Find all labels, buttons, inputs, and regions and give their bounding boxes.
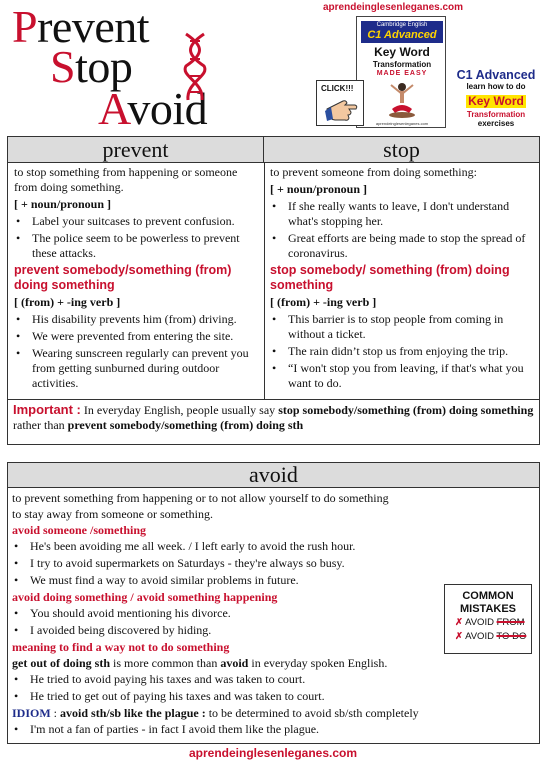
list-item: • Great efforts are being made to stop the spread of coronavirus. bbox=[270, 231, 535, 261]
stop-column bbox=[270, 165, 535, 393]
mistakes-heading: COMMON MISTAKES bbox=[459, 590, 517, 615]
prevent-examples-1 bbox=[14, 214, 260, 261]
avoid-examples-3 bbox=[12, 672, 442, 704]
avoid-pattern-3-title: meaning to find a way not to do something bbox=[12, 640, 230, 654]
stop-pattern-2: [ (from) + -ing verb ] bbox=[270, 295, 377, 309]
avoid-definition-2: to stay away from someone or something. bbox=[12, 507, 213, 521]
list-item: • Label your suitcases to prevent confusion. bbox=[14, 214, 260, 229]
cross-icon: ✗ bbox=[455, 631, 463, 642]
site-link-bottom[interactable]: aprendeinglesenleganes.com bbox=[188, 746, 358, 760]
click-label: CLICK!!! bbox=[321, 84, 354, 93]
common-mistakes-box bbox=[444, 584, 532, 654]
prevent-pattern-1: [ + noun/pronoun ] bbox=[14, 197, 111, 211]
pointing-hand-icon bbox=[325, 95, 359, 123]
title-stop: Stop bbox=[50, 41, 133, 92]
stop-pattern-2-title: stop somebody/ something (from) doing something bbox=[270, 263, 510, 292]
prevent-pattern-2: [ (from) + -ing verb ] bbox=[14, 295, 121, 309]
promo-text: C1 Advanced learn how to do Key Word Transformation exercises bbox=[456, 68, 536, 128]
list-item: • We must find a way to avoid similar problems in future. bbox=[12, 573, 442, 588]
row-divider bbox=[8, 399, 539, 400]
avoid-pattern-2-title: avoid doing something / avoid something happening bbox=[12, 590, 278, 604]
book-made-easy: MADE EASY bbox=[376, 70, 428, 77]
avoid-idiom-example bbox=[12, 722, 442, 737]
mistake-row: ✗ AVOID TO DO bbox=[455, 631, 527, 642]
title-prevent: Prevent bbox=[12, 1, 150, 52]
stop-examples-1 bbox=[270, 199, 535, 261]
click-button[interactable] bbox=[316, 80, 364, 126]
mistake-row: ✗ AVOID FROM bbox=[455, 617, 525, 628]
list-item: • This barrier is to stop people from coming in without a ticket. bbox=[270, 312, 535, 342]
column-divider bbox=[264, 163, 265, 399]
list-item: • I avoided being discovered by hiding. bbox=[12, 623, 442, 638]
prevent-stop-table bbox=[7, 136, 540, 445]
avoid-body bbox=[12, 491, 442, 739]
avoid-pattern-1-title: avoid someone /something bbox=[12, 523, 147, 537]
list-item: • The police seem to be powerless to prevent these attacks. bbox=[14, 231, 260, 261]
book-footer: aprendeinglesenleganes.com bbox=[375, 121, 429, 126]
avoid-heading: avoid bbox=[8, 463, 539, 488]
book-cover[interactable] bbox=[356, 16, 446, 128]
book-badge: Cambridge English C1 Advanced bbox=[361, 21, 443, 43]
avoid-examples-1 bbox=[12, 539, 442, 588]
prevent-heading: prevent bbox=[8, 137, 264, 163]
list-item: • We were prevented from entering the site. bbox=[14, 329, 260, 344]
important-note: Important : In everyday English, people usually say stop somebody/something (from) doing something rather than prevent somebody/something (from) doing sth bbox=[13, 402, 534, 432]
list-item: • I try to avoid supermarkets on Saturdays - they're always so busy. bbox=[12, 556, 442, 571]
book-subtitle: Transformation bbox=[372, 60, 432, 69]
list-item: • I'm not a fan of parties - in fact I avoid them like the plague. bbox=[12, 722, 442, 737]
list-item: • “I won't stop you from leaving, if that's what you want to do. bbox=[270, 361, 535, 391]
prevent-examples-2 bbox=[14, 312, 260, 391]
avoid-definition-1: to prevent something from happening or to not allow yourself to do something bbox=[12, 491, 389, 505]
cross-icon: ✗ bbox=[455, 617, 463, 628]
important-label: Important : bbox=[13, 402, 81, 417]
list-item: • Wearing sunscreen regularly can prevent you from getting sunburned during outdoor activities. bbox=[14, 346, 260, 391]
avoid-idiom: IDIOM : avoid sth/sb like the plague : to be determined to avoid sb/sth completely bbox=[12, 706, 419, 720]
prevent-definition: to stop something from happening or someone from doing something. bbox=[14, 165, 238, 194]
prevent-column bbox=[14, 165, 260, 393]
dna-helix-icon bbox=[182, 32, 208, 102]
list-item: • He tried to get out of paying his taxes and was taken to court. bbox=[12, 689, 442, 704]
stop-examples-2 bbox=[270, 312, 535, 391]
stop-heading: stop bbox=[264, 137, 539, 163]
book-title: Key Word bbox=[374, 45, 430, 59]
list-item: • His disability prevents him (from) driving. bbox=[14, 312, 260, 327]
title-avoid: Avoid bbox=[98, 83, 208, 134]
site-link-top[interactable]: aprendeinglesenleganes.com bbox=[323, 2, 464, 13]
list-item: • You should avoid mentioning his divorce. bbox=[12, 606, 442, 621]
stop-pattern-1: [ + noun/pronoun ] bbox=[270, 182, 367, 196]
avoid-note: get out of doing sth is more common than avoid in everyday spoken English. bbox=[12, 656, 388, 670]
page-title bbox=[12, 1, 242, 134]
meditating-figure-icon bbox=[387, 81, 417, 119]
list-item: • If she really wants to leave, I don't understand what's stopping her. bbox=[270, 199, 535, 229]
avoid-examples-2 bbox=[12, 606, 442, 638]
list-item: • He's been avoiding me all week. / I left early to avoid the rush hour. bbox=[12, 539, 442, 554]
list-item: • He tried to avoid paying his taxes and was taken to court. bbox=[12, 672, 442, 687]
stop-definition: to prevent someone from doing something: bbox=[270, 165, 477, 179]
list-item: • The rain didn’t stop us from enjoying the trip. bbox=[270, 344, 535, 359]
prevent-pattern-2-title: prevent somebody/something (from) doing something bbox=[14, 263, 232, 292]
